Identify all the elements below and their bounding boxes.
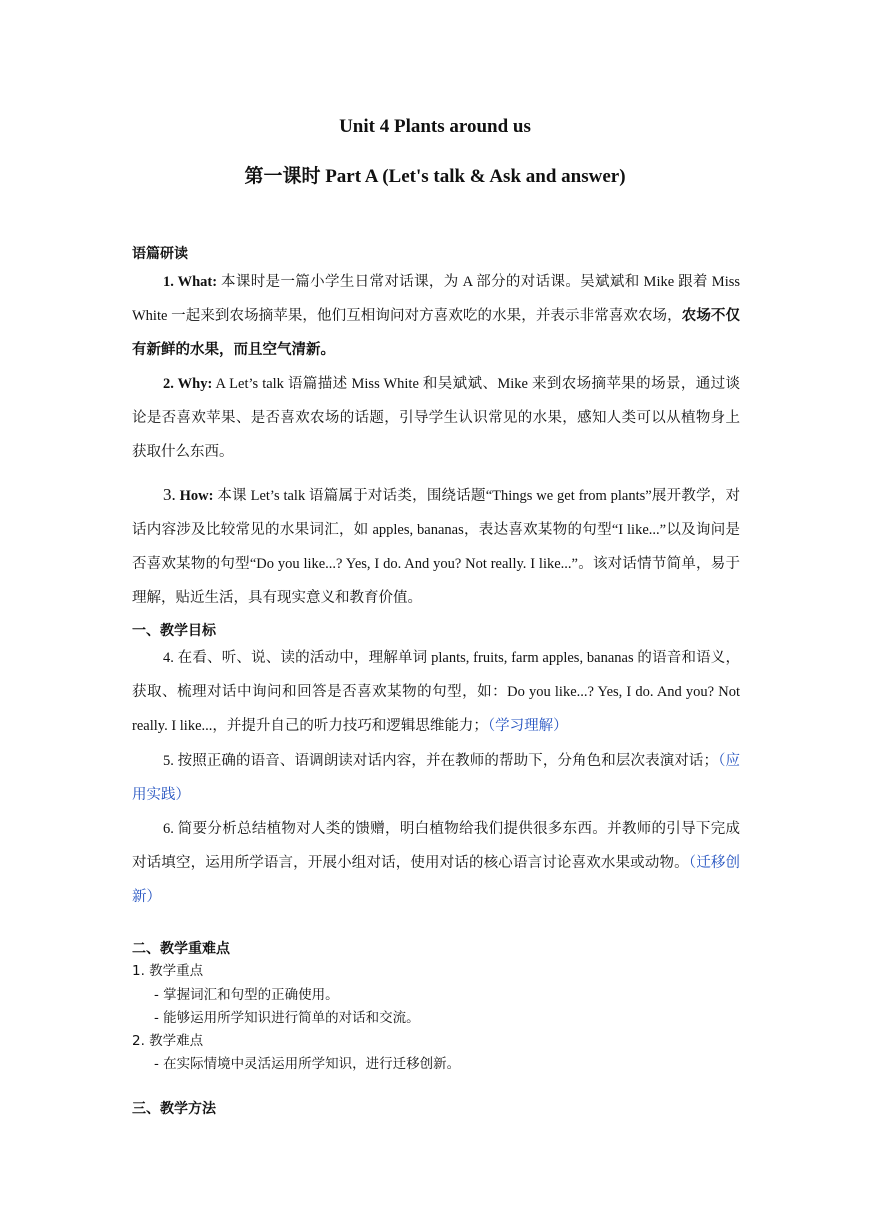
- objective-item-4: [132, 641, 740, 743]
- how-paragraph: [132, 478, 740, 615]
- why-label: 2. Why:: [163, 376, 213, 392]
- methods-heading: 三、教学方法: [132, 1101, 216, 1117]
- why-text: A Let’s talk 语篇描述 Miss White 和吴斌斌、Mike 来到农场摘苹果的场景，通过谈论是否喜欢苹果、是否喜欢农场的话题，引导学生认识常见的水果，感知人类可以从植物身上获取什么东西。: [132, 376, 741, 460]
- what-label: 1. What:: [163, 274, 218, 290]
- focus-item: - 能够运用所学知识进行简单的对话和交流。: [154, 1010, 420, 1026]
- objective-item-6: [132, 812, 740, 914]
- how-label: How:: [179, 488, 214, 504]
- objective-5-text: 5. 按照正确的语音、语调朗读对话内容，并在教师的帮助下，分角色和层次表演对话；: [163, 753, 719, 769]
- what-bold-text: 农场不仅有新鲜的水果，而且空气清新。: [132, 308, 740, 358]
- difficulty-item: - 在实际情境中灵活运用所学知识，进行迁移创新。: [154, 1056, 461, 1072]
- objective-item-5: [132, 744, 740, 812]
- how-number: 3.: [163, 485, 176, 504]
- objective-5-tag: （应用实践）: [132, 753, 740, 803]
- objective-4-text: 4. 在看、听、说、读的活动中，理解单词 plants, fruits, farm apples, bananas 的语音和语义，获取、梳理对话中询问和回答是否喜欢某物的句型，如：Do you like...? Yes, I do. And you? Not really. I like...，并提升自己的听力技巧和逻辑思维能力；: [132, 650, 740, 734]
- key-points-heading: 二、教学重难点: [132, 941, 230, 957]
- focus-item: - 掌握词汇和句型的正确使用。: [154, 987, 339, 1003]
- how-text: 本课 Let’s talk 语篇属于对话类，围绕话题“Things we get from plants”展开教学，对话内容涉及比较常见的水果词汇，如 apples, bananas，表达喜欢某物的句型“I like...”以及询问是否喜欢某物的句型“Do you like...? Yes, I do. And you? Not really. I like...”。该对话情节简单，易于理解，贴近生活，具有现实意义和教育价值。: [132, 488, 741, 606]
- reading-heading: 语篇研读: [132, 246, 188, 262]
- objective-6-text: 6. 简要分析总结植物对人类的馈赠，明白植物给我们提供很多东西。并教师的引导下完成对话填空，运用所学语言，开展小组对话，使用对话的核心语言讨论喜欢水果或动物。: [132, 821, 740, 871]
- objective-6-tag: （迁移创新）: [132, 855, 741, 905]
- objective-4-tag: （学习理解）: [487, 718, 568, 734]
- what-paragraph: [132, 265, 740, 367]
- what-text: 本课时是一篇小学生日常对话课，为 A 部分的对话课。吴斌斌和 Mike 跟着 Miss White 一起来到农场摘苹果，他们互相询问对方喜欢吃的水果，并表示非常喜欢农场，: [132, 274, 741, 324]
- lesson-subtitle: 第一课时 Part A (Let's talk & Ask and answer): [244, 166, 626, 187]
- why-paragraph: [132, 367, 740, 469]
- objectives-heading: 一、教学目标: [132, 623, 216, 639]
- document-title: Unit 4 Plants around us: [339, 116, 531, 137]
- difficulty-label: 2. 教学难点: [132, 1033, 204, 1049]
- focus-label: 1. 教学重点: [132, 963, 204, 979]
